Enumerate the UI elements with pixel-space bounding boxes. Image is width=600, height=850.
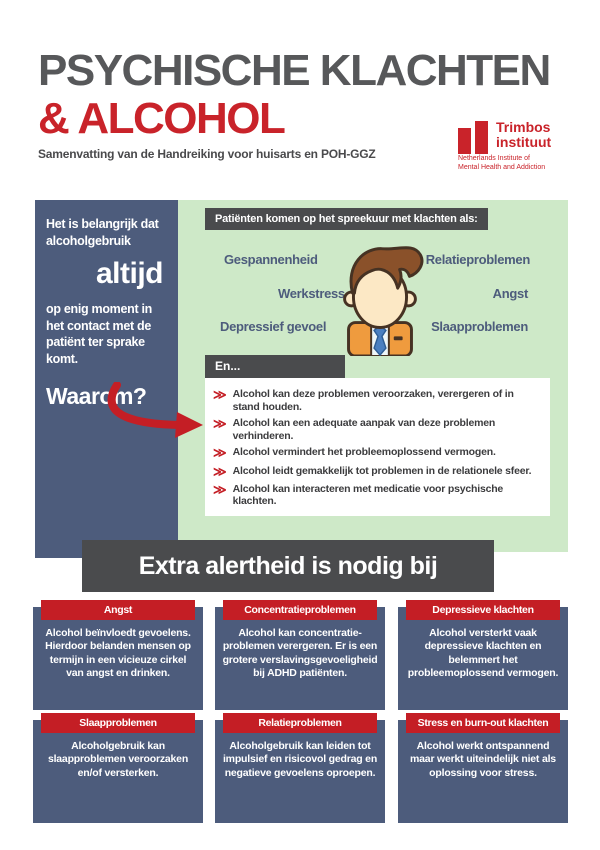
alert-card-text: Alcohol werkt ontspannend maar werkt uiteindelijk niet als oplossing voor stress. — [410, 740, 556, 779]
alert-card-stress-burnout — [398, 713, 568, 823]
alert-card-title: Slaapproblemen — [41, 713, 195, 733]
alert-card-text: Alcohol versterkt vaak depressieve klachten en belemmert het probleemoplossend vermogen. — [407, 627, 559, 680]
list-item: ≫ Alcohol vermindert het probleemoplossend vermogen. — [213, 445, 496, 461]
patient-person-icon — [330, 238, 430, 356]
logo-tagline: Netherlands Institute of Mental Health and Addiction — [458, 155, 546, 171]
list-item: ≫ Alcohol kan deze problemen veroorzaken, verergeren of in stand houden. — [213, 386, 514, 413]
complaint-angst: Angst — [492, 286, 528, 301]
alert-card-concentratieproblemen — [215, 600, 385, 710]
list-item: ≫ Alcohol kan interacteren met medicatie voor psychische klachten. — [213, 481, 504, 508]
alert-card-text: Alcohol kan concentratie-problemen verergeren. Er is een grotere verslavingsgevoeligheid bij ADHD patiënten. — [222, 627, 378, 680]
complaint-gespannenheid: Gespannenheid — [224, 252, 318, 267]
reasons-header: En... — [205, 355, 345, 378]
complaint-relatieproblemen: Relatieproblemen — [425, 252, 530, 267]
complaints-header: Patiënten komen op het spreekuur met klachten als: — [205, 208, 488, 230]
logo-name: Trimbos instituut — [496, 119, 552, 150]
intro-text-pre: Het is belangrijk dat alcoholgebruik — [46, 217, 159, 248]
alert-card-text: Alcoholgebruik kan slaapproblemen veroorzaken en/of versterken. — [47, 740, 189, 779]
complaints-panel — [178, 200, 568, 552]
alert-card-angst — [33, 600, 203, 710]
intro-text-post: op enig moment in het contact met de patiënt ter sprake komt. — [46, 302, 153, 366]
alert-card-depressieve-klachten — [398, 600, 568, 710]
double-chevron-icon: ≫ — [213, 386, 227, 402]
alert-card-title: Stress en burn-out klachten — [406, 713, 560, 733]
intro-emphasis: altijd — [95, 257, 163, 290]
list-item: ≫ Alcohol leidt gemakkelijk tot problemen in de relationele sfeer. — [213, 463, 532, 479]
complaint-depressief-gevoel: Depressief gevoel — [220, 319, 327, 334]
double-chevron-icon: ≫ — [213, 416, 227, 432]
alert-card-text: Alcohol beïnvloedt gevoelens. Hierdoor belanden mensen op termijn in een vicieuze cirkel van angst en drinken. — [45, 627, 191, 680]
page-title-line1: PSYCHISCHE KLACHTEN — [38, 46, 550, 95]
intro-question: Waarom? — [46, 383, 147, 409]
intro-panel — [35, 200, 178, 558]
alert-banner: Extra alertheid is nodig bij — [82, 540, 494, 592]
reasons-list — [205, 378, 550, 516]
double-chevron-icon: ≫ — [213, 463, 227, 479]
trimbos-logo-icon — [458, 121, 490, 157]
page-subtitle: Samenvatting van de Handreiking voor huisarts en POH-GGZ — [38, 147, 376, 161]
double-chevron-icon: ≫ — [213, 445, 227, 461]
alert-card-title: Angst — [41, 600, 195, 620]
alert-card-slaapproblemen — [33, 713, 203, 823]
alert-card-text: Alcoholgebruik kan leiden tot impulsief en risicovol gedrag en negatieve gevoelens oproepen. — [222, 740, 378, 779]
alert-card-title: Concentratieproblemen — [223, 600, 377, 620]
page-title-line2: & ALCOHOL — [38, 94, 285, 143]
curved-arrow-icon — [85, 382, 210, 444]
complaint-werkstress: Werkstress — [278, 286, 345, 301]
double-chevron-icon: ≫ — [213, 481, 227, 497]
complaint-slaapproblemen: Slaapproblemen — [431, 319, 528, 334]
alert-card-relatieproblemen — [215, 713, 385, 823]
alert-card-title: Depressieve klachten — [406, 600, 560, 620]
list-item: ≫ Alcohol kan een adequate aanpak van deze problemen verhinderen. — [213, 416, 496, 442]
alert-card-title: Relatieproblemen — [223, 713, 377, 733]
